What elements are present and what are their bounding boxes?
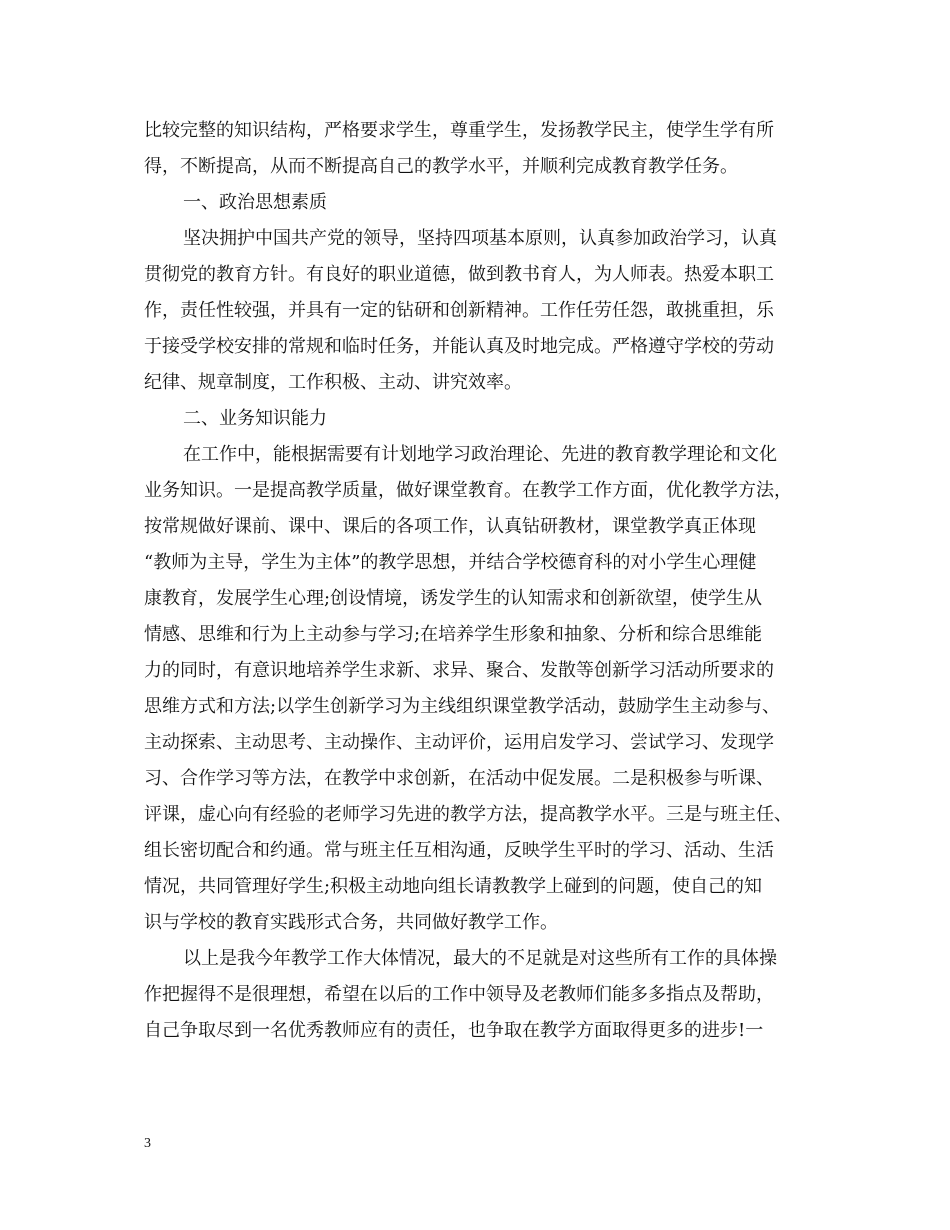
body-text-line: 比较完整的知识结构，严格要求学生，尊重学生，发扬教学民主，使学生学有所 bbox=[144, 120, 774, 141]
body-text-line: 纪律、规章制度，工作积极、主动、讲究效率。 bbox=[144, 372, 522, 393]
paragraph-start-line: 以上是我今年教学工作大体情况，最大的不足就是对这些所有工作的具体操 bbox=[183, 948, 777, 969]
body-text-line: 识与学校的教育实践形式合务，共同做好教学工作。 bbox=[144, 912, 558, 933]
body-text-line: 贯彻党的教育方针。有良好的职业道德，做到教书育人，为人师表。热爱本职工 bbox=[144, 264, 774, 285]
section-heading-business: 二、业务知识能力 bbox=[183, 408, 327, 429]
body-text-line: 按常规做好课前、课中、课后的各项工作，认真钻研教材，课堂教学真正体现 bbox=[144, 516, 756, 537]
body-text-line: 评课，虚心向有经验的老师学习先进的教学方法，提高教学水平。三是与班主任、 bbox=[144, 804, 792, 825]
section-heading-political: 一、政治思想素质 bbox=[183, 192, 327, 213]
body-text-line: 情况，共同管理好学生;积极主动地向组长请教教学上碰到的问题，使自己的知 bbox=[144, 876, 763, 897]
body-text-line: 力的同时，有意识地培养学生求新、求异、聚合、发散等创新学习活动所要求的 bbox=[144, 660, 774, 681]
body-text-line: 得，不断提高，从而不断提高自己的教学水平，并顺利完成教育教学任务。 bbox=[144, 156, 738, 177]
body-text-line: 康教育，发展学生心理;创设情境，诱发学生的认知需求和创新欲望，使学生从 bbox=[144, 588, 763, 609]
body-text-line: 习、合作学习等方法，在教学中求创新，在活动中促发展。二是积极参与听课、 bbox=[144, 768, 774, 789]
paragraph-start-line: 坚决拥护中国共产党的领导，坚持四项基本原则，认真参加政治学习，认真 bbox=[183, 228, 777, 249]
body-text-line: 作，责任性较强，并具有一定的钻研和创新精神。工作任劳任怨，敢挑重担，乐 bbox=[144, 300, 774, 321]
paragraph-start-line: 在工作中，能根据需要有计划地学习政治理论、先进的教育教学理论和文化 bbox=[183, 444, 777, 465]
body-text-line: “教师为主导，学生为主体”的教学思想，并结合学校德育科的对小学生心理健 bbox=[144, 552, 757, 573]
body-text-line: 情感、思维和行为上主动参与学习;在培养学生形象和抽象、分析和综合思维能 bbox=[144, 624, 763, 645]
body-text-line: 组长密切配合和约通。常与班主任互相沟通，反映学生平时的学习、活动、生活 bbox=[144, 840, 774, 861]
body-text-line: 于接受学校安排的常规和临时任务，并能认真及时地完成。严格遵守学校的劳动 bbox=[144, 336, 774, 357]
body-text-line: 主动探索、主动思考、主动操作、主动评价，运用启发学习、尝试学习、发现学 bbox=[144, 732, 774, 753]
page-number: 3 bbox=[144, 1136, 151, 1151]
body-text-line: 思维方式和方法;以学生创新学习为主线组织课堂教学活动，鼓励学生主动参与、 bbox=[144, 696, 781, 717]
body-text-line: 作把握得不是很理想，希望在以后的工作中领导及老教师们能多多指点及帮助， bbox=[144, 984, 774, 1005]
body-text-line: 业务知识。一是提高教学质量，做好课堂教育。在教学工作方面，优化教学方法， bbox=[144, 480, 792, 501]
body-text-line: 自己争取尽到一名优秀教师应有的责任，也争取在教学方面取得更多的进步!一 bbox=[144, 1020, 764, 1041]
